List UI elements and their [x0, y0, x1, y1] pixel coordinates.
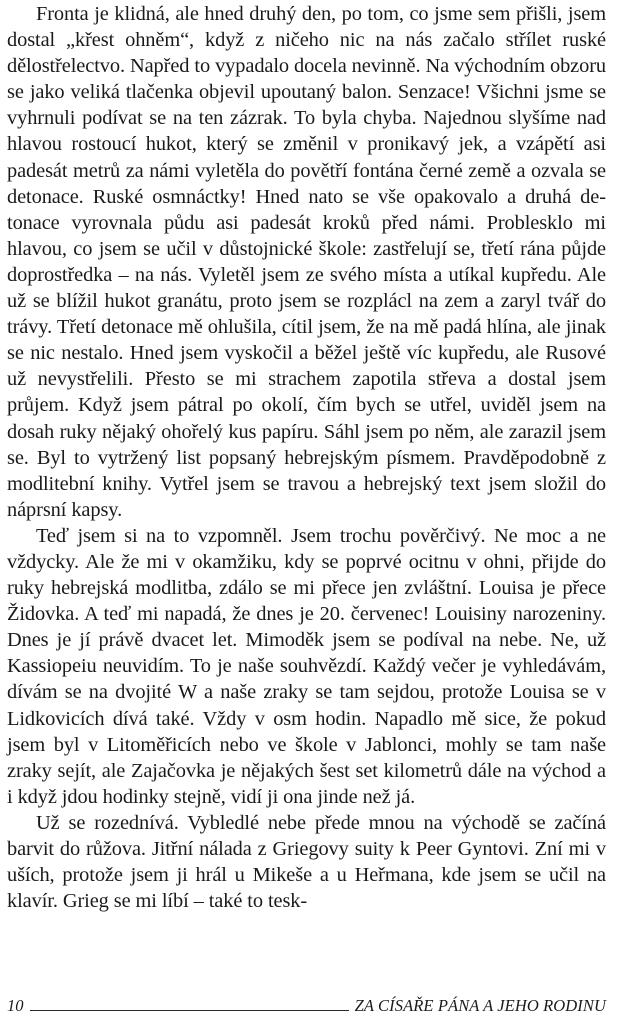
paragraph-2: Teď jsem si na to vzpomněl. Jsem trochu pověrčivý. Ne moc a ne vždycky. Ale že mi v okamžiku, kdy se poprvé ocitnu v ohni, přijde do ruky hebrejská modlitba, zdálo se mi přece jen zvláštní. Louisa je přece Židovka. A teď mi napadá, že dnes je 20. červenec! Louisiny narozeniny. Dnes je jí právě dvacet let. Mimoděk jsem se podíval na nebe. Ne, už Kassiopeiu neuvidím. To je naše souhvězdí. Každý večer je vyhledávám, dívám se na dvojité W a naše zraky se tam sejdou, protože Louisa se v Lidkovicích dívá také. Vždy v osm hodin. Napadlo mě sice, že pokud jsem byl v Litoměřicích nebo ve škole v Jablonci, mohly se tam naše zraky sejít, ale Zajačovka je nějakých šest set kilometrů dále na východ a i když jdou hodinky stejně, vidí ji ona jinde než já. — [7, 524, 606, 808]
running-title: ZA CÍSAŘE PÁNA A JEHO RODINU — [354, 996, 606, 1015]
paragraph-1: Fronta je klidná, ale hned druhý den, po tom, co jsme sem přišli, jsem dostal „křest ohněm“, když z ničeho nic na nás začalo střílet ruské dělostřelectvo. Napřed to vypadalo docela nevinně. Na východním obzoru se jako veliká tlačenka objevil upoutaný balon. Senzace! Všichni jsme se vyhrnuli podívat se na ten zázrak. To byla chyba. Najednou slyšíme nad hlavou rostoucí hukot, který se změnil v pronikavý jek, a vzápětí asi padesát metrů za námi vyletěla do povětří fontána černé země a ozvala se detonace. Ruské osmnáctky! Hned nato se vše opakovalo a druhá detonace vyrovnala půdu asi padesát kroků před námi. Problesklo mi hlavou, co jsem se učil v důstojnické škole: zastřelují se, třetí rána půjde doprostředka – na nás. Vyletěl jsem ze svého místa a utíkal kupředu. Ale už se blížil hukot granátu, proto jsem se rozplácl na zem a zaryl tvář do trávy. Třetí detonace mě ohlušila, cítil jsem, že na mě padá hlína, ale jinak se nic nestalo. Hned jsem vyskočil a běžel ještě víc kupředu, ale Rusové už nevystřelili. Přesto se mi strachem zapotila střeva a dostal jsem průjem. Když jsem pátral po okolí, čím bych se utřel, uviděl jsem na dosah ruky nějaký ohořelý kus papíru. Sáhl jsem po něm, ale zarazil jsem se. Byl to vytržený list popsaný hebrejským písmem. Pravděpodobně z modlitební knihy. Vytřel jsem se travou a hebrejský text jsem složil do náprsní kapsy. — [7, 3, 606, 521]
page-footer — [7, 994, 606, 1018]
book-page — [7, 0, 606, 914]
footer-rule — [30, 1010, 349, 1011]
page-number: 10 — [7, 996, 24, 1015]
paragraph-3: Už se rozednívá. Vybledlé nebe přede mnou na východě se začíná barvit do růžova. Jitřní nálada z Griegovy suity k Peer Gyntovi. Zní mi v uších, protože jsem ji hrál u Mikeše a u Heřmana, kde jsem se učil na klavír. Grieg se mi líbí – také to tesk- — [7, 811, 606, 913]
